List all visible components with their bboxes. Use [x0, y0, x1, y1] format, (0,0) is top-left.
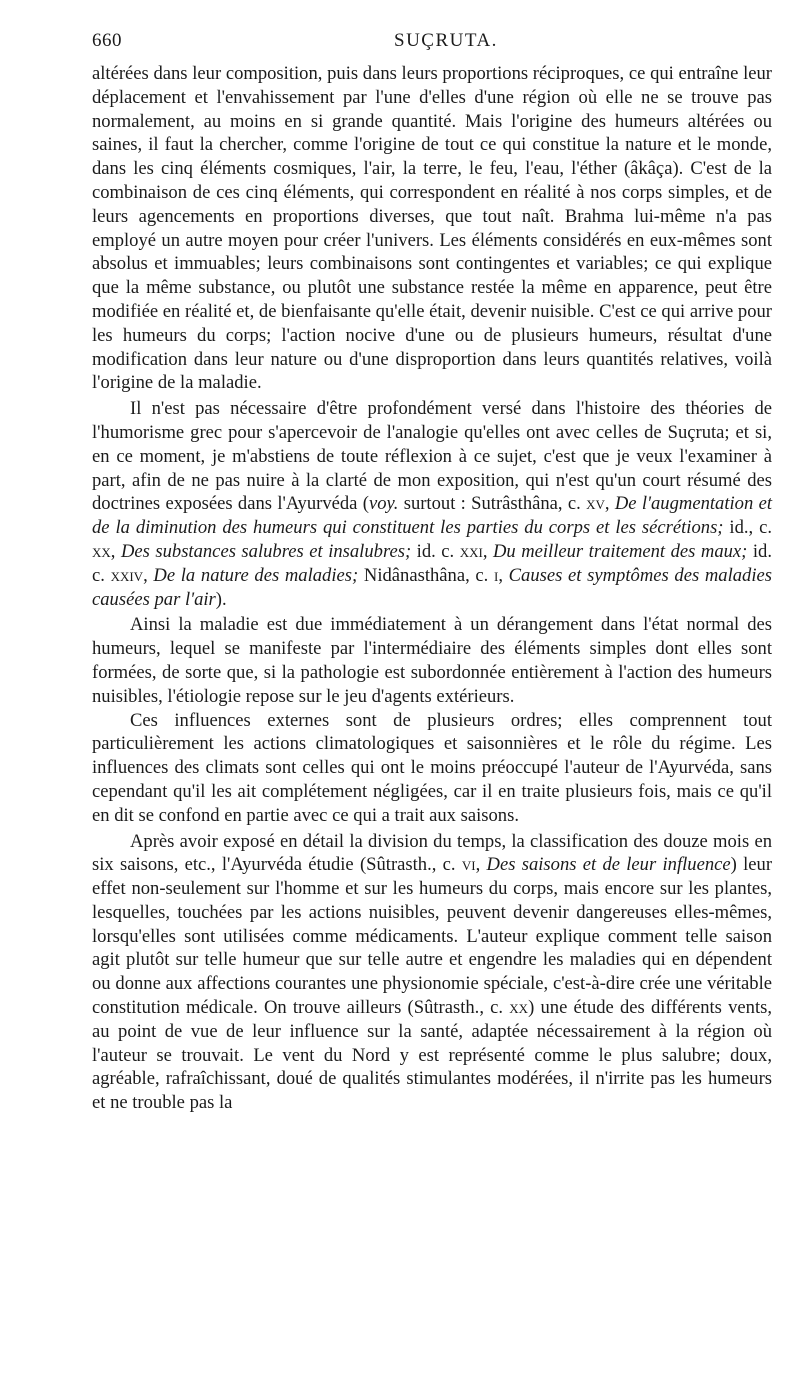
text-run: Nidânasthâna, c.	[358, 564, 494, 586]
text-run: ,	[475, 854, 487, 876]
text-run: ,	[143, 564, 154, 586]
text-run: ) leur effet non-seulement sur l'homme et sur les humeurs du corps, mais encore sur les plantes, lesquelles, touchées par les actions nuisibles, peuvent devenir dangereuses elles-mêmes, lorsqu'elles sont utilisées comme médicaments. L'auteur explique comment telle saison agit plutôt sur telle humeur que sur telle autre et engendre les maladies qui en dépendent ou donne aux affections courantes une physionomie spéciale, c'est-à-dire crée une véritable constitution médicale. On trouve ailleurs (Sûtrasth., c.	[92, 854, 773, 1019]
text-run: ,	[110, 540, 121, 562]
paragraph-4	[92, 709, 772, 828]
paragraph-4-text: Ces influences externes sont de plusieurs ordres; elles comprennent tout particulièrement les actions climatologiques et saisonnières et le rôle du régime. Les influences des climats sont celles qui ont le moins préoccupé l'auteur de l'Ayurvéda, sans cependant qu'il les ait complétement négligées, car il en traite plusieurs fois, mais ce qu'il en dit se confond en partie avec ce qui a trait aux saisons.	[92, 709, 772, 826]
chapter-numeral: xxiv	[110, 564, 144, 586]
text-run: id., c.	[723, 517, 772, 539]
body-text	[92, 62, 772, 1115]
text-run: Il n'est pas nécessaire d'être profondément versé dans l'histoire des théories de l'humorisme grec pour s'apercevoir de l'analogie qu'elles ont avec celles de Suçruta; et si, en ce moment, je m'abstiens de toute réflexion à ce sujet, c'est que je veux l'examiner à part, afin de ne pas nuire à la clarté de mon exposition, qui n'est qu'un court résumé des doctrines exposées dans l'Ayurvéda (	[92, 398, 772, 515]
text-run: ,	[482, 540, 493, 562]
chapter-numeral: xx	[92, 540, 111, 562]
chapter-title-italic: Des substances salubres et insalubres;	[120, 540, 412, 562]
text-run: Après avoir exposé en détail la division du temps, la classification des douze mois en six saisons, etc., l'Ayurvéda étudie (Sûtrasth., c.	[92, 830, 772, 876]
paragraph-3	[92, 613, 772, 708]
chapter-numeral: i	[493, 564, 499, 586]
chapter-numeral: xxi	[459, 540, 483, 562]
paragraph-5	[92, 830, 772, 1116]
chapter-title-italic: Causes et symptômes des maladies causées par l'air	[92, 564, 772, 610]
chapter-numeral: vi	[461, 854, 476, 876]
page-header	[92, 24, 774, 52]
chapter-numeral: xx	[509, 997, 529, 1019]
paragraph-2	[92, 397, 772, 611]
text-run: ,	[498, 564, 509, 586]
paragraph-1	[92, 62, 772, 395]
text-run: id. c.	[411, 540, 460, 562]
text-run: id. c.	[92, 540, 772, 586]
chapter-title-italic: De l'augmentation et de la diminution des humeurs qui constituent les parties du corps et les sécrétions;	[92, 493, 772, 539]
italic-run: voy.	[368, 493, 399, 515]
paragraph-1-text: altérées dans leur composition, puis dans leurs proportions réciproques, ce qui entraîne leur déplacement et l'envahissement par l'une d'elles d'une région où elle ne se trouve pas normalement, au moins en si grande quantité. Mais l'origine des humeurs altérées ou saines, il faut la chercher, comme l'origine de tout ce qui constitue la nature et le monde, dans les cinq éléments cosmiques, l'air, la terre, le feu, l'eau, l'éther (âkâça). C'est de la combinaison de ces cinq éléments, qui correspondent en réalité à nos corps simples, et de leurs agencements en proportions diverses, que tout naît. Brahma lui-même n'a pas employé un autre moyen pour créer l'univers. Les éléments considérés en eux-mêmes sont absolus et immuables; leurs combinaisons sont contingentes et variables; ce qui explique que la même substance, ou plutôt une substance restée la même en apparence, peut être modifiée en réalité et, de bienfaisante qu'elle était, devenir nuisible. C'est ce qui arrive pour les humeurs du corps; l'action nocive d'une ou de plusieurs humeurs, résultat d'une modification dans leur nature ou d'une disproportion dans leurs quantités relatives, voilà l'origine de la maladie.	[92, 63, 772, 394]
chapter-title-italic: Des saisons et de leur influence	[486, 854, 731, 876]
text-run: ).	[215, 588, 227, 610]
running-title: SUÇRUTA.	[394, 30, 498, 51]
paragraph-3-text: Ainsi la maladie est due immédiatement à un dérangement dans l'état normal des humeurs, lequel se manifeste par l'intermédiaire des éléments simples dont elles sont formées, de sorte que, si la pathologie est subordonnée entièrement à l'action des humeurs nuisibles, l'étiologie repose sur le jeu d'agents extérieurs.	[92, 614, 772, 707]
chapter-numeral: xv	[586, 493, 605, 515]
text-run: surtout : Sutrâsthâna, c.	[398, 493, 587, 515]
chapter-title-italic: Du meilleur traitement des maux;	[492, 540, 748, 562]
chapter-title-italic: De la nature des maladies;	[153, 564, 359, 586]
text-run: ,	[604, 493, 615, 515]
text-run: ) une étude des différents vents, au point de vue de leur influence sur la santé, adaptée nécessairement à la région où l'auteur se trouvait. Le vent du Nord y est représenté comme le plus salubre; doux, agréable, rafraîchissant, doué de qualités stimulantes modérées, il n'irrite pas les humeurs et ne trouble pas la	[92, 997, 772, 1114]
page-number: 660	[92, 30, 122, 51]
